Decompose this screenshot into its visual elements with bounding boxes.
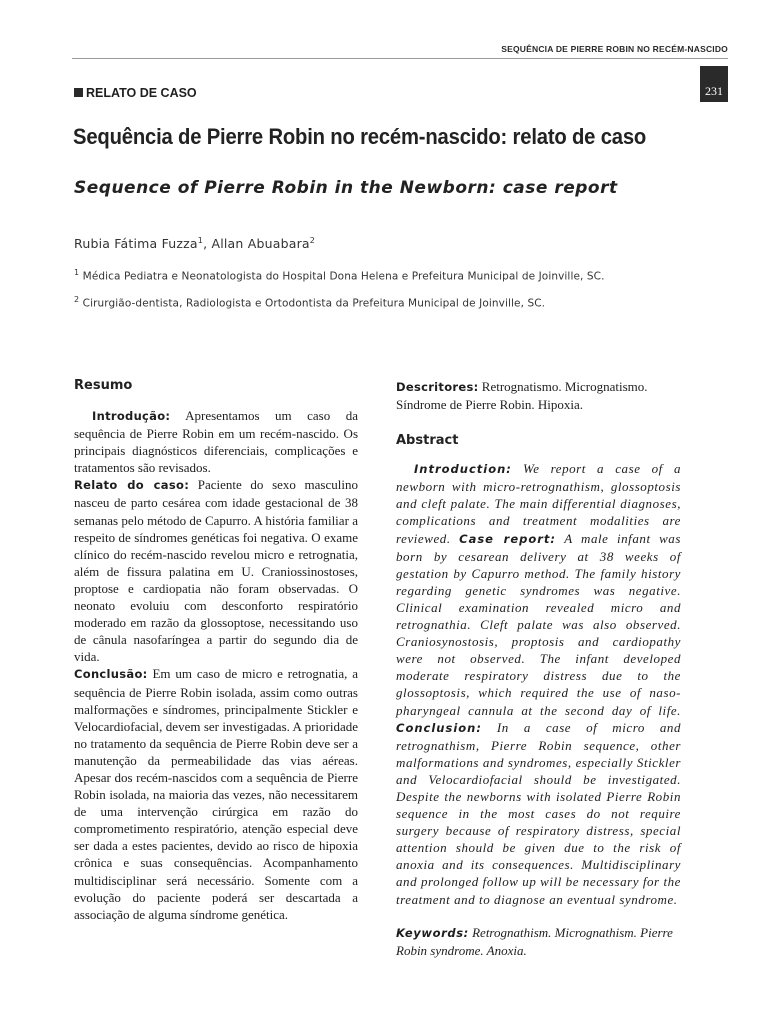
abstract-intro-text: We report a case of a newborn with micro-retrognathism, glossoptosis and cleft palate. The main differential diagnoses, complications and treatment modalities are reviewed. [396, 461, 681, 546]
abstract-case-text: A male infant was born by cesarean delivery at 38 weeks of gestation by Capurro method. The family history regarding genetic syndromes was negative. Clinical examination revealed micro and retrognathia. Cleft palate was also observed. Craniosynostosis, proptosis and cardiopathy were not observed. The infant developed moderate respiratory distress due to the glossoptosis, which required the use of naso-pharyngeal cannula at the second day of life. [396, 530, 681, 718]
descritores-label: Descritores: [396, 380, 479, 394]
page-number: 231 [700, 66, 728, 102]
affiliation-mark: 2 [74, 295, 80, 304]
affiliation [74, 268, 605, 283]
running-head: SEQUÊNCIA DE PIERRE ROBIN NO RECÉM-NASCIDO [501, 44, 728, 54]
resumo-relato-label: Relato do caso: [74, 478, 190, 493]
section-label-text: RELATO DE CASO [86, 86, 197, 100]
abstract-heading: Abstract [396, 433, 459, 449]
affiliation-text: Cirurgião-dentista, Radiologista e Ortodontista da Prefeitura Municipal de Joinville, SC. [82, 297, 546, 310]
abstract-intro-label: Introduction: [414, 462, 512, 477]
resumo-relato-text: Paciente do sexo masculino nasceu de parto cesárea com idade gestacional de 38 semanas pelo método de Capurro. A história familiar a respeito de síndromes genéticas foi negativa. O exame clínico do recém-nascido revelou micro e retrognatia, além de fissura palatina em U. Craniossinostoses, proptose e cardiopatia não foram observadas. O neonato evoluiu com desconforto respiratório moderado em razão da glossoptose, necessitando uso de cânula nasofaríngea a partir do segundo dia de vida. [74, 477, 358, 665]
affiliation [74, 295, 545, 310]
left-column [74, 378, 358, 923]
author-line [74, 236, 315, 251]
article-title: Sequência de Pierre Robin no recém-nascido: relato de caso [73, 124, 647, 149]
author-name: Rubia Fátima Fuzza [74, 236, 198, 252]
resumo-heading: Resumo [74, 378, 133, 393]
author-affiliation-mark: 2 [309, 236, 316, 245]
author-separator: , [203, 236, 212, 252]
resumo-intro-text: Apresentamos um caso da sequência de Pierre Robin em um recém-nascido. Os principais diagnósticos diferenciais, complicações e tratamentos são revisados. [74, 408, 358, 476]
resumo-conclusao-text: Em um caso de micro e retrognatia, a sequência de Pierre Robin isolada, assim como outras malformações e síndromes, principalmente Stickler e Velocardiofacial, devem ser investigadas. A prioridade no tratamento da sequência de Pierre Robin deve ser a manutenção da permeabilidade das vias aéreas. Apesar dos recém-nascidos com a sequência de Pierre Robin isolada, na maioria das vezes, não necessitarem de uma intervenção cirúrgica em razão do comprometimento respiratório, atenção especial deve ser dada a estes pacientes, devido ao risco de hipoxia crônica e suas consequências. Acompanhamento multidisciplinar será necessário. Somente com a evolução do paciente poderá ser descartada a associação de alguma síndrome genética. [74, 666, 358, 922]
article-title-english: Sequence of Pierre Robin in the Newborn: case report [74, 178, 618, 198]
descritores [396, 378, 681, 413]
keywords-text: Retrognathism. Micrognathism. Pierre Robin syndrome. Anoxia. [396, 924, 673, 958]
affiliation-text: Médica Pediatra e Neonatologista do Hospital Dona Helena e Prefeitura Municipal de Joinville, SC. [82, 270, 605, 283]
square-bullet-icon [74, 88, 83, 97]
abstract-conclusion-text: In a case of micro and retrognathism, Pierre Robin sequence, other malformations and syndromes, especially Stickler and Velocardiofacial should be investigated. Despite the newborns with isolated Pierre Robin sequence in the most cases do not require surgery because of respiratory distress, special attention should be given due to the risk of anoxia and its consequences. Multidisciplinary and prolonged follow up will be necessary for the treatment and to diagnose an eventual syndrome. [396, 719, 682, 907]
abstract-conclusion-label: Conclusion: [396, 720, 482, 735]
right-column [396, 378, 681, 959]
section-label [74, 86, 197, 100]
keywords [396, 924, 681, 959]
header-rule [72, 58, 728, 59]
resumo-conclusao-label: Conclusão: [74, 667, 148, 682]
resumo-body [74, 407, 358, 923]
keywords-label: Keywords: [396, 925, 469, 940]
descritores-text: Retrognatismo. Micrognatismo. Síndrome de Pierre Robin. Hipoxia. [396, 379, 648, 413]
abstract-case-label: Case report: [459, 531, 557, 546]
affiliation-mark: 1 [74, 268, 80, 277]
abstract-body [396, 460, 681, 907]
author-affiliation-mark: 1 [197, 236, 204, 245]
author-name: Allan Abuabara [211, 236, 310, 252]
resumo-intro-label: Introdução: [92, 409, 171, 423]
